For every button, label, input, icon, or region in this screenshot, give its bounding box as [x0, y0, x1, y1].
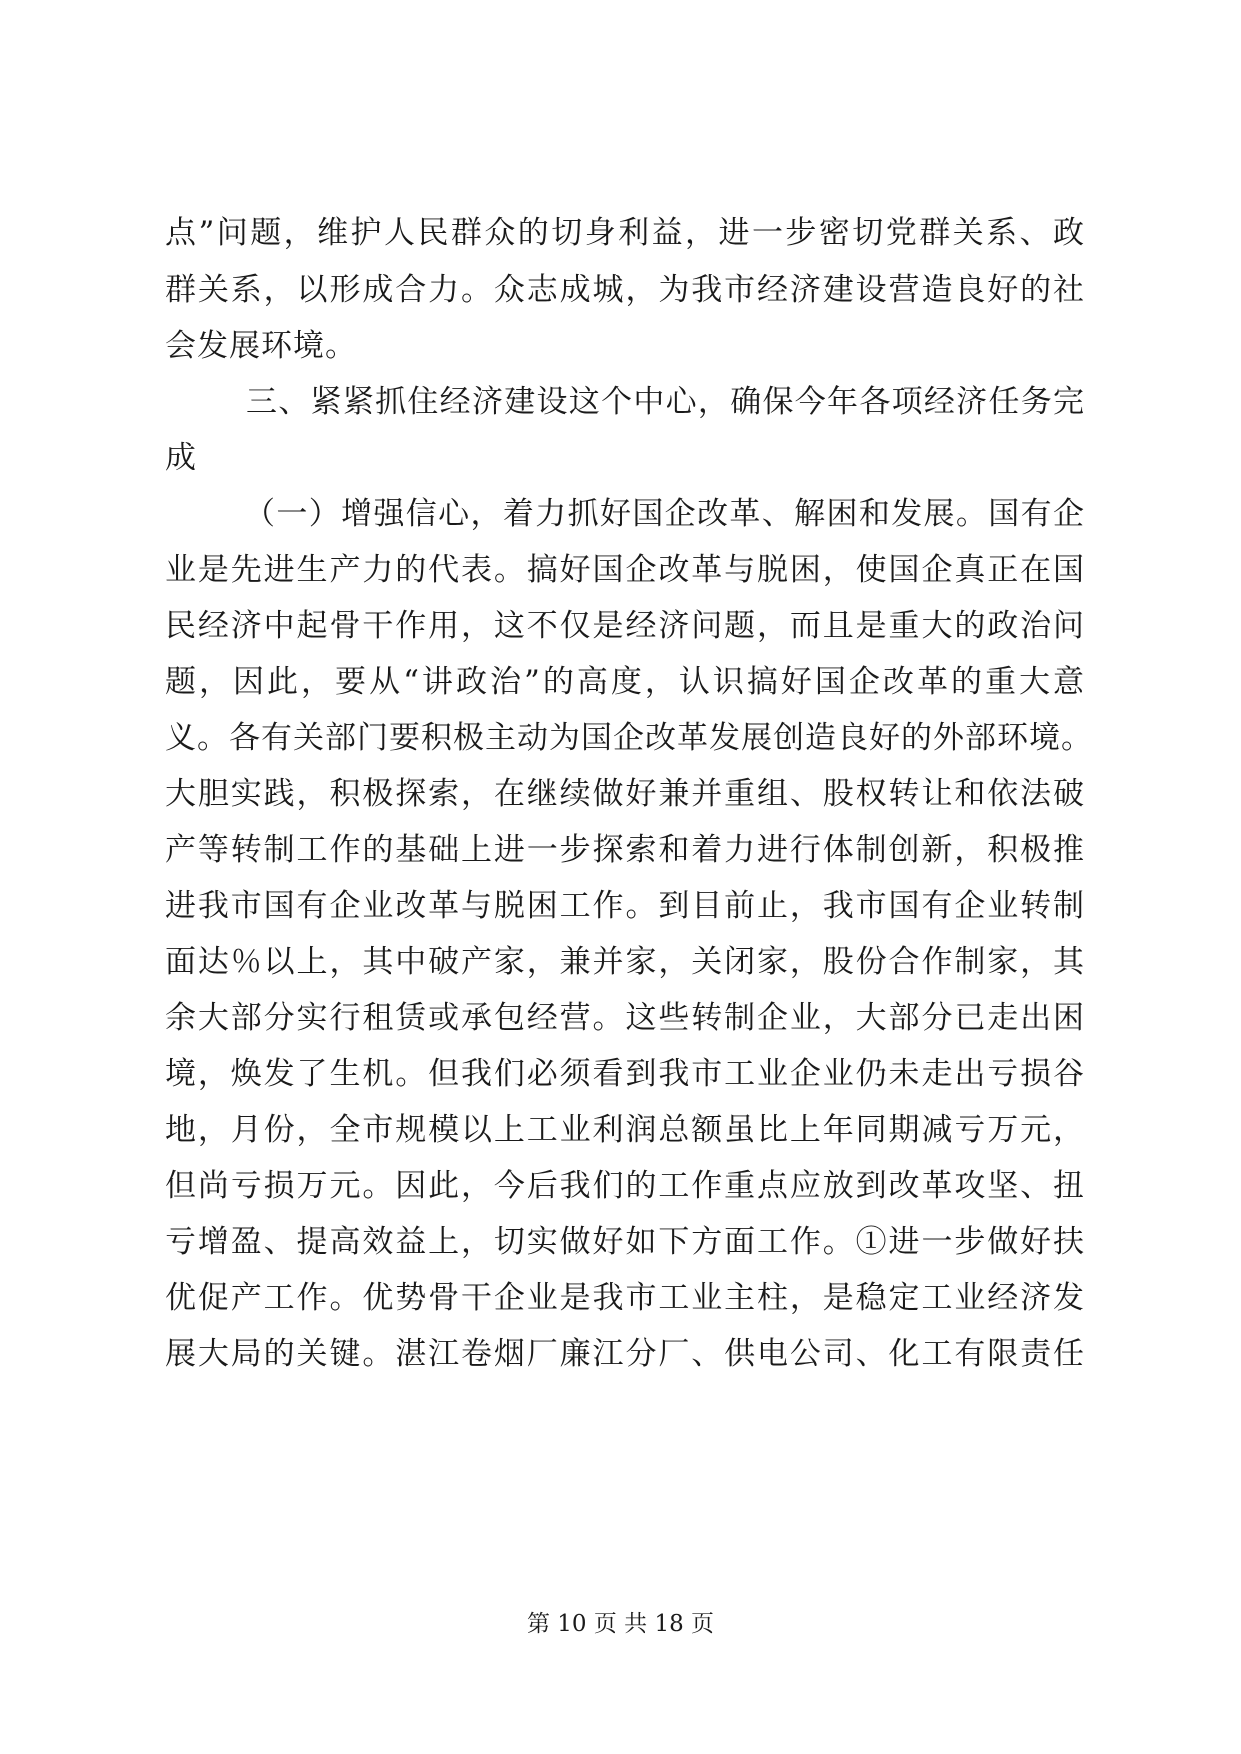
- text-line: 展大局的关键。湛江卷烟厂廉江分厂、供电公司、化工有限责任: [165, 1336, 1085, 1372]
- text-line: 义。各有关部门要积极主动为国企改革发展创造良好的外部环境。: [165, 720, 1093, 756]
- text-line: 民经济中起骨干作用，这不仅是经济问题，而且是重大的政治问: [165, 608, 1085, 644]
- text-line: 业是先进生产力的代表。搞好国企改革与脱困，使国企真正在国: [165, 552, 1085, 588]
- text-line: 大胆实践，积极探索，在继续做好兼并重组、股权转让和依法破: [165, 776, 1085, 812]
- text-line: 境，焕发了生机。但我们必须看到我市工业企业仍未走出亏损谷: [165, 1056, 1085, 1092]
- text-line: 会发展环境。: [165, 328, 357, 364]
- text-line: 产等转制工作的基础上进一步探索和着力进行体制创新，积极推: [165, 832, 1085, 868]
- text-line: 点”问题，维护人民群众的切身利益，进一步密切党群关系、政: [165, 215, 1085, 251]
- page-number-footer: 第 10 页 共 18 页: [526, 1611, 715, 1637]
- text-line: 地，月份，全市规模以上工业利润总额虽比上年同期减亏万元，: [165, 1112, 1085, 1148]
- text-line: （一）增强信心，着力抓好国企改革、解困和发展。国有企: [244, 496, 1085, 532]
- section-heading-line: 成: [165, 440, 197, 476]
- text-line: 亏增盈、提高效益上，切实做好如下方面工作。①进一步做好扶: [165, 1224, 1085, 1260]
- text-line: 进我市国有企业改革与脱困工作。到目前止，我市国有企业转制: [165, 888, 1085, 924]
- text-line: 题，因此，要从“讲政治”的高度，认识搞好国企改革的重大意: [165, 664, 1085, 700]
- section-heading-line: 三、紧紧抓住经济建设这个中心，确保今年各项经济任务完: [246, 384, 1085, 420]
- text-line: 面达％以上，其中破产家，兼并家，关闭家，股份合作制家，其: [165, 944, 1085, 980]
- text-line: 优促产工作。优势骨干企业是我市工业主柱，是稳定工业经济发: [165, 1280, 1085, 1316]
- text-line: 余大部分实行租赁或承包经营。这些转制企业，大部分已走出困: [165, 1000, 1085, 1036]
- text-line: 群关系，以形成合力。众志成城，为我市经济建设营造良好的社: [165, 272, 1085, 308]
- text-line: 但尚亏损万元。因此，今后我们的工作重点应放到改革攻坚、扭: [165, 1168, 1085, 1204]
